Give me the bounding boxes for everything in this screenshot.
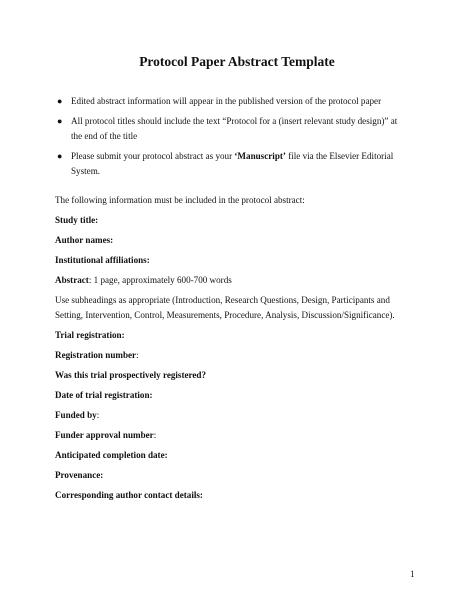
list-item — [55, 149, 430, 179]
list-item — [55, 114, 430, 144]
funded-by-colon: : — [96, 410, 100, 420]
abstract-description: : 1 page, approximately 600-700 words — [88, 275, 232, 285]
registration-number-field — [55, 348, 435, 363]
bullet-text-tail: file via the Elsevier Editorial — [285, 151, 394, 161]
corresponding-author-label: Corresponding author contact details: — [55, 490, 203, 500]
bullet-text-continued: the end of the title — [71, 131, 138, 141]
subheadings-text: Use subheadings as appropriate (Introduction, Research Questions, Design, Participants and — [55, 295, 390, 305]
subheadings-text-continued: Setting, Intervention, Control, Measurements, Procedure, Analysis, Discussion/Significance). — [55, 310, 395, 320]
manuscript-emphasis: ‘Manuscript’ — [234, 151, 286, 161]
anticipated-completion-label: Anticipated completion date: — [55, 450, 168, 460]
study-title-label: Study title: — [55, 215, 99, 225]
bullet-icon: ● — [57, 96, 63, 106]
date-of-trial-registration-label: Date of trial registration: — [55, 390, 153, 400]
date-of-trial-registration-field — [55, 388, 435, 403]
bullet-icon: ● — [57, 116, 63, 126]
abstract-field — [55, 273, 435, 288]
bullet-icon: ● — [57, 151, 63, 161]
bullet-text: Please submit your protocol abstract as your — [71, 151, 235, 161]
funder-approval-colon: : — [153, 430, 157, 440]
page-number: 1 — [410, 569, 415, 579]
abstract-requirements — [55, 193, 435, 508]
institutional-affiliations-label: Institutional affiliations: — [55, 255, 150, 265]
bullet-text: All protocol titles should include the text “Protocol for a (insert relevant study design)” at — [71, 116, 398, 126]
study-title-field — [55, 213, 435, 228]
bullet-text: Edited abstract information will appear in the published version of the protocol paper — [71, 96, 382, 106]
author-names-field — [55, 233, 435, 248]
funded-by-label: Funded by — [55, 410, 97, 420]
trial-registration-label: Trial registration: — [55, 330, 125, 340]
registration-number-label: Registration number — [55, 350, 137, 360]
trial-registration-field — [55, 328, 435, 343]
author-names-label: Author names: — [55, 235, 114, 245]
bullet-text-continued: System. — [71, 166, 101, 176]
intro-text: The following information must be included in the protocol abstract: — [55, 195, 305, 205]
abstract-label: Abstract — [55, 275, 89, 285]
corresponding-author-field — [55, 488, 435, 503]
funded-by-field — [55, 408, 435, 423]
funder-approval-field — [55, 428, 435, 443]
list-item — [55, 94, 430, 109]
prospectively-registered-label: Was this trial prospectively registered? — [55, 370, 207, 380]
prospectively-registered-field — [55, 368, 435, 383]
anticipated-completion-field — [55, 448, 435, 463]
funder-approval-label: Funder approval number — [55, 430, 154, 440]
registration-number-colon: : — [136, 350, 139, 360]
provenance-label: Provenance: — [55, 470, 104, 480]
page-title: Protocol Paper Abstract Template — [139, 54, 335, 69]
institutional-affiliations-field — [55, 253, 435, 268]
instruction-list — [55, 94, 430, 184]
provenance-field — [55, 468, 435, 483]
